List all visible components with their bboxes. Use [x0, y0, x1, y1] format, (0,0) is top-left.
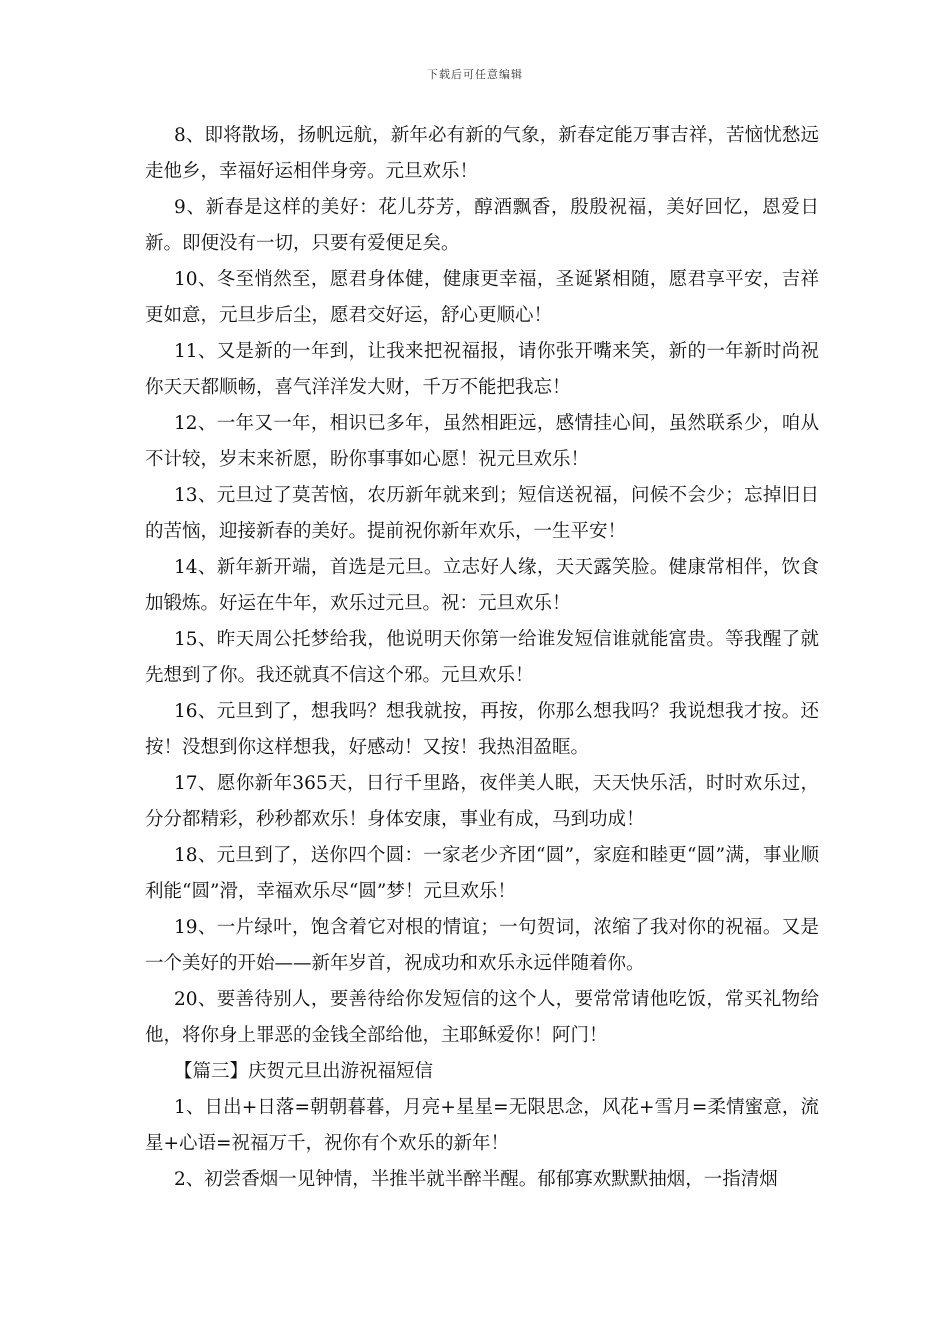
paragraph-19: 19、一片绿叶，饱含着它对根的情谊；一句贺词，浓缩了我对你的祝福。又是一个美好的开始——新年岁首，祝成功和欢乐永远伴随着你。 — [145, 917, 819, 974]
paragraph-s3-2: 2、初尝香烟一见钟情，半推半就半醉半醒。郁郁寡欢默默抽烟，一指清烟 — [174, 1169, 778, 1190]
paragraph-17: 17、愿你新年365天，日行千里路，夜伴美人眠，天天快乐活，时时欢乐过，分分都精彩，秒秒都欢乐！身体安康，事业有成，马到功成！ — [145, 773, 819, 830]
section-heading: 【篇三】庆贺元旦出游祝福短信 — [174, 1061, 434, 1082]
paragraph-9: 9、新春是这样的美好：花儿芬芳，醇酒飘香，殷殷祝福，美好回忆，恩爱日新。即便没有一切，只要有爱便足矣。 — [145, 197, 819, 254]
paragraph-16: 16、元旦到了，想我吗？想我就按，再按，你那么想我吗？我说想我才按。还按！没想到你这样想我，好感动！又按！我热泪盈眶。 — [145, 701, 819, 758]
document-body — [145, 118, 819, 1198]
paragraph-13: 13、元旦过了莫苦恼，农历新年就来到；短信送祝福，问候不会少；忘掉旧日的苦恼，迎接新春的美好。提前祝你新年欢乐，一生平安！ — [145, 485, 819, 542]
paragraph-18: 18、元旦到了，送你四个圆：一家老少齐团“圆”，家庭和睦更“圆”满，事业顺利能“圆”滑，幸福欢乐尽“圆”梦！元旦欢乐！ — [145, 845, 819, 902]
paragraph-8: 8、即将散场，扬帆远航，新年必有新的气象，新春定能万事吉祥，苦恼忧愁远走他乡，幸福好运相伴身旁。元旦欢乐！ — [145, 125, 819, 182]
paragraph-10: 10、冬至悄然至，愿君身体健，健康更幸福，圣诞紧相随，愿君享平安，吉祥更如意，元旦步后尘，愿君交好运，舒心更顺心！ — [145, 269, 819, 326]
paragraph-11: 11、又是新的一年到，让我来把祝福报，请你张开嘴来笑，新的一年新时尚祝你天天都顺畅，喜气洋洋发大财，千万不能把我忘！ — [145, 341, 819, 398]
paragraph-s3-1: 1、日出+日落=朝朝暮暮，月亮+星星=无限思念，风花+雪月=柔情蜜意，流星+心语=祝福万千，祝你有个欢乐的新年！ — [145, 1097, 819, 1154]
paragraph-15: 15、昨天周公托梦给我，他说明天你第一给谁发短信谁就能富贵。等我醒了就先想到了你。我还就真不信这个邪。元旦欢乐！ — [145, 629, 819, 686]
page-header: 下载后可任意编辑 — [427, 68, 523, 81]
paragraph-12: 12、一年又一年，相识已多年，虽然相距远，感情挂心间，虽然联系少，咱从不计较，岁末来祈愿，盼你事事如心愿！祝元旦欢乐！ — [145, 413, 819, 470]
paragraph-14: 14、新年新开端，首选是元旦。立志好人缘，天天露笑脸。健康常相伴，饮食加锻炼。好运在牛年，欢乐过元旦。祝：元旦欢乐！ — [145, 557, 819, 614]
paragraph-20: 20、要善待别人，要善待给你发短信的这个人，要常常请他吃饭，常买礼物给他，将你身上罪恶的金钱全部给他，主耶稣爱你！阿门！ — [145, 989, 819, 1046]
